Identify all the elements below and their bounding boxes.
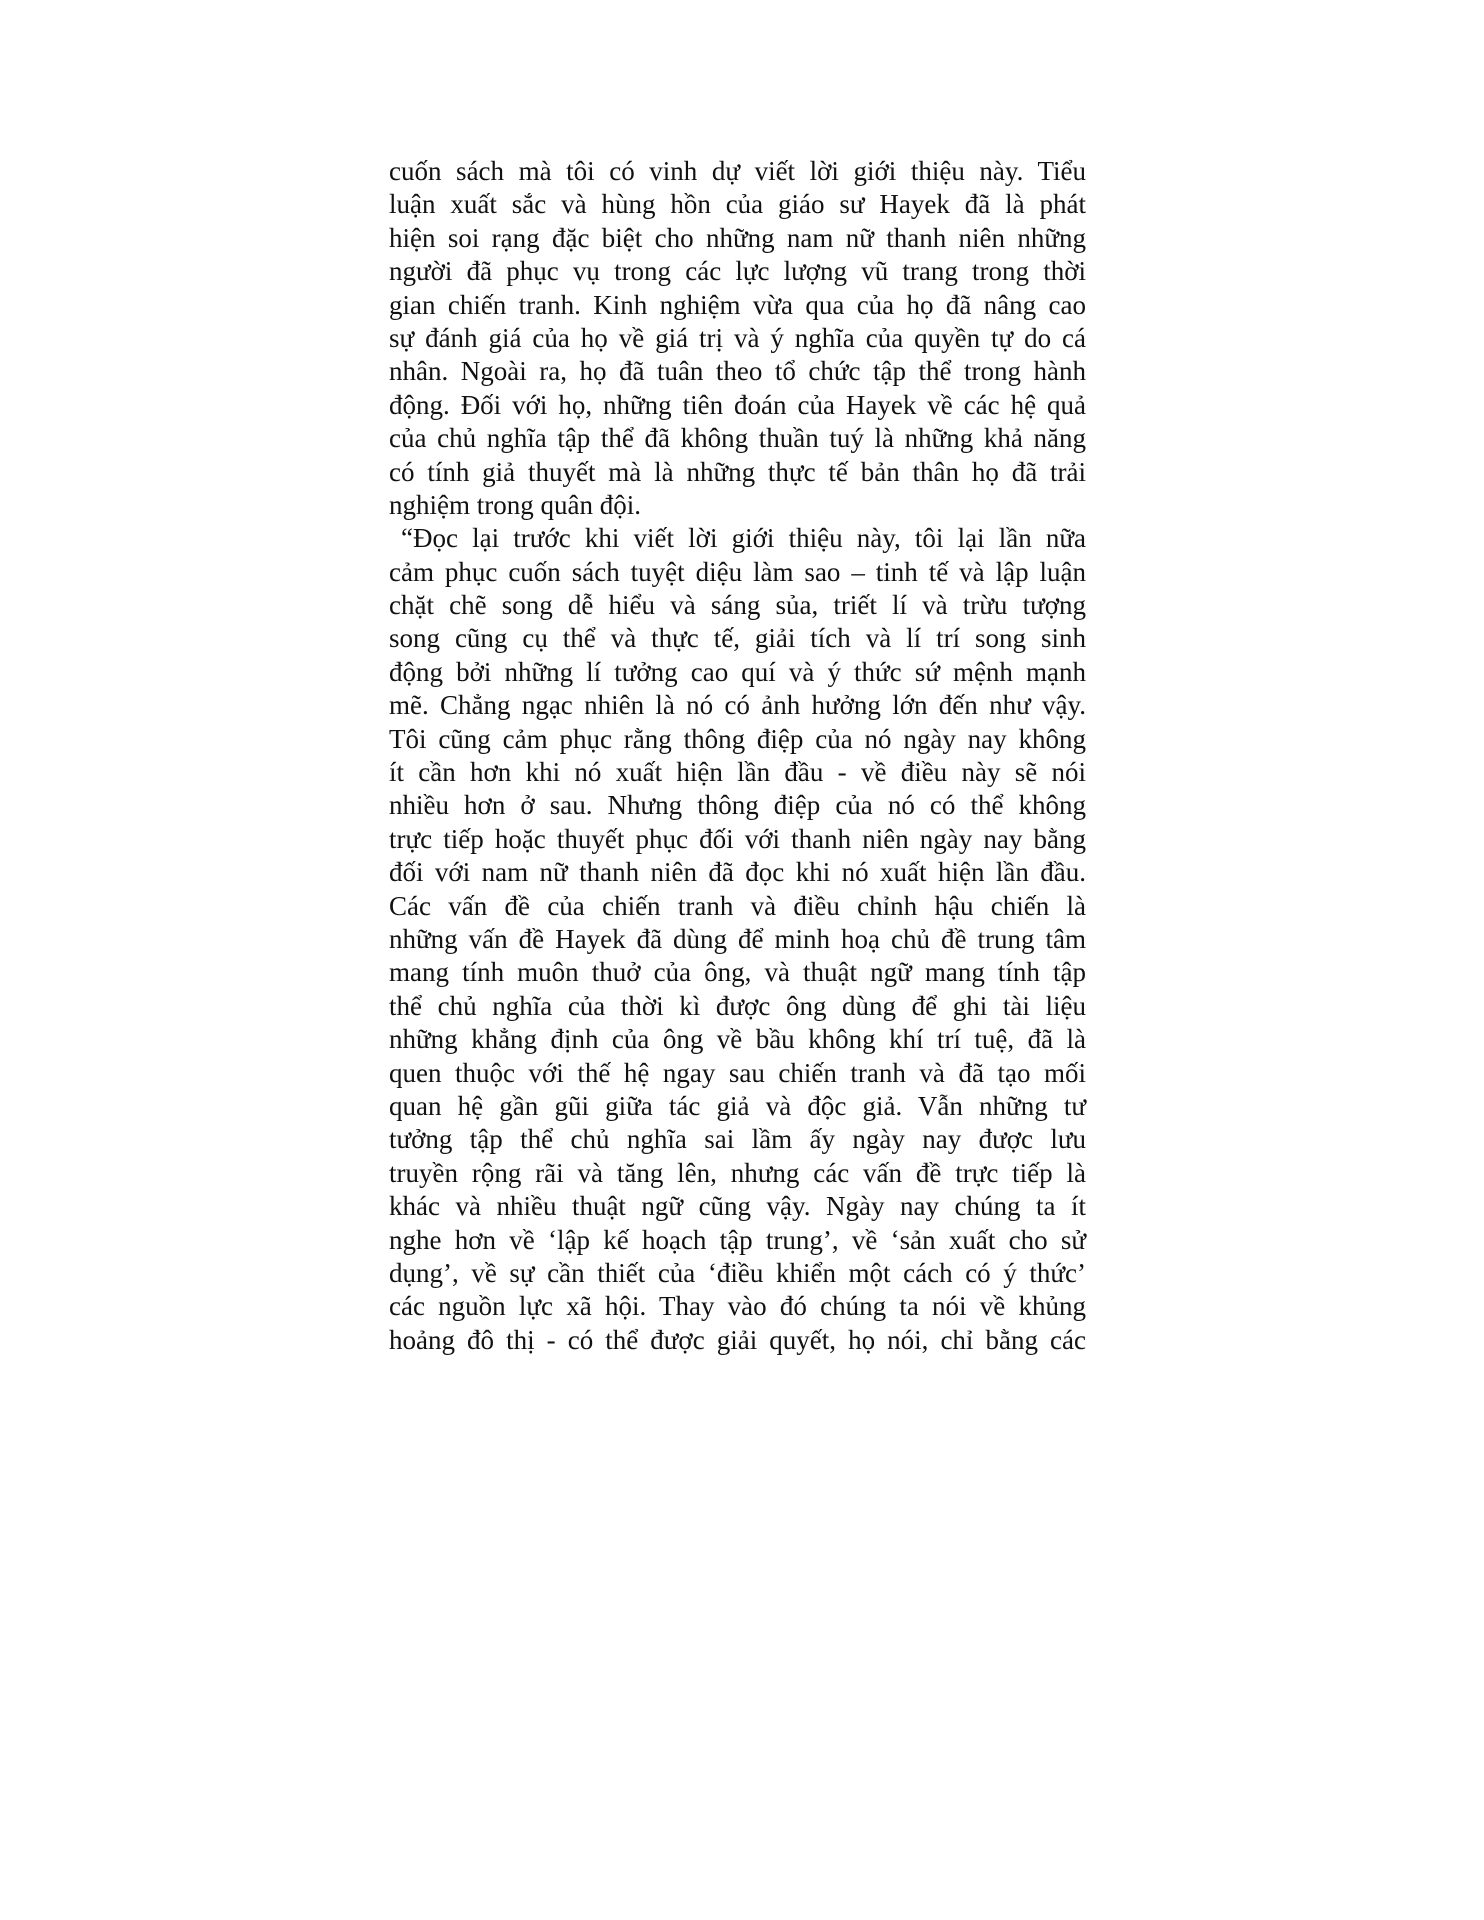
- text-line: tưởng tập thể chủ nghĩa sai lầm ấy ngày nay được lưu: [389, 1124, 1086, 1155]
- text-line: mang tính muôn thuở của ông, và thuật ngữ mang tính tập: [389, 957, 1086, 988]
- text-line: những vấn đề Hayek đã dùng để minh hoạ chủ đề trung tâm: [389, 923, 1086, 954]
- text-line: nhiều hơn ở sau. Nhưng thông điệp của nó có thể không: [389, 790, 1086, 821]
- text-line: các nguồn lực xã hội. Thay vào đó chúng ta nói về khủng: [389, 1291, 1086, 1322]
- text-line: sự đánh giá của họ về giá trị và ý nghĩa của quyền tự do cá: [389, 322, 1086, 353]
- text-line: người đã phục vụ trong các lực lượng vũ trang trong thời: [389, 256, 1086, 287]
- text-line: nhân. Ngoài ra, họ đã tuân theo tổ chức tập thể trong hành: [389, 356, 1086, 387]
- text-line: song cũng cụ thể và thực tế, giải tích và lí trí song sinh: [389, 623, 1086, 654]
- text-line: động. Đối với họ, những tiên đoán của Hayek về các hệ quả: [389, 389, 1086, 420]
- text-line: của chủ nghĩa tập thể đã không thuần tuý là những khả năng: [389, 423, 1086, 454]
- text-line: những khẳng định của ông về bầu không khí trí tuệ, đã là: [389, 1024, 1086, 1055]
- text-line: nghiệm trong quân đội.: [389, 489, 641, 520]
- text-line: quan hệ gần gũi giữa tác giả và độc giả. Vẫn những tư: [389, 1090, 1086, 1121]
- text-line: hoảng đô thị - có thể được giải quyết, họ nói, chỉ bằng các: [389, 1324, 1086, 1355]
- text-line: truyền rộng rãi và tăng lên, nhưng các vấn đề trực tiếp là: [389, 1157, 1086, 1188]
- text-line: mẽ. Chẳng ngạc nhiên là nó có ảnh hưởng lớn đến như vậy.: [389, 690, 1086, 721]
- text-line: có tính giả thuyết mà là những thực tế bản thân họ đã trải: [389, 456, 1086, 487]
- text-line: thể chủ nghĩa của thời kì được ông dùng để ghi tài liệu: [389, 990, 1086, 1021]
- text-line: Tôi cũng cảm phục rằng thông điệp của nó ngày nay không: [389, 723, 1086, 754]
- text-line: hiện soi rạng đặc biệt cho những nam nữ thanh niên những: [389, 222, 1086, 253]
- text-line: đối với nam nữ thanh niên đã đọc khi nó xuất hiện lần đầu.: [389, 857, 1086, 888]
- text-line: gian chiến tranh. Kinh nghiệm vừa qua của họ đã nâng cao: [389, 289, 1086, 320]
- text-line: “Đọc lại trước khi viết lời giới thiệu này, tôi lại lần nữa: [401, 523, 1086, 554]
- text-line: Các vấn đề của chiến tranh và điều chỉnh hậu chiến là: [389, 890, 1086, 921]
- text-line: cảm phục cuốn sách tuyệt diệu làm sao – tinh tế và lập luận: [389, 556, 1086, 587]
- text-line: động bởi những lí tưởng cao quí và ý thức sứ mệnh mạnh: [389, 656, 1086, 687]
- text-line: quen thuộc với thế hệ ngay sau chiến tranh và đã tạo mối: [389, 1057, 1086, 1088]
- text-line: cuốn sách mà tôi có vinh dự viết lời giới thiệu này. Tiểu: [389, 156, 1086, 186]
- text-line: nghe hơn về ‘lập kế hoạch tập trung’, về ‘sản xuất cho sử: [389, 1224, 1086, 1255]
- text-line: dụng’, về sự cần thiết của ‘điều khiển một cách có ý thức’: [389, 1257, 1086, 1288]
- text-line: ít cần hơn khi nó xuất hiện lần đầu - về điều này sẽ nói: [389, 757, 1086, 788]
- text-line: luận xuất sắc và hùng hồn của giáo sư Hayek đã là phát: [389, 189, 1086, 220]
- body-text: [389, 155, 1086, 1357]
- text-line: trực tiếp hoặc thuyết phục đối với thanh niên ngày nay bằng: [389, 823, 1086, 854]
- text-line: khác và nhiều thuật ngữ cũng vậy. Ngày nay chúng ta ít: [389, 1191, 1086, 1222]
- text-line: chặt chẽ song dễ hiểu và sáng sủa, triết lí và trừu tượng: [389, 590, 1086, 621]
